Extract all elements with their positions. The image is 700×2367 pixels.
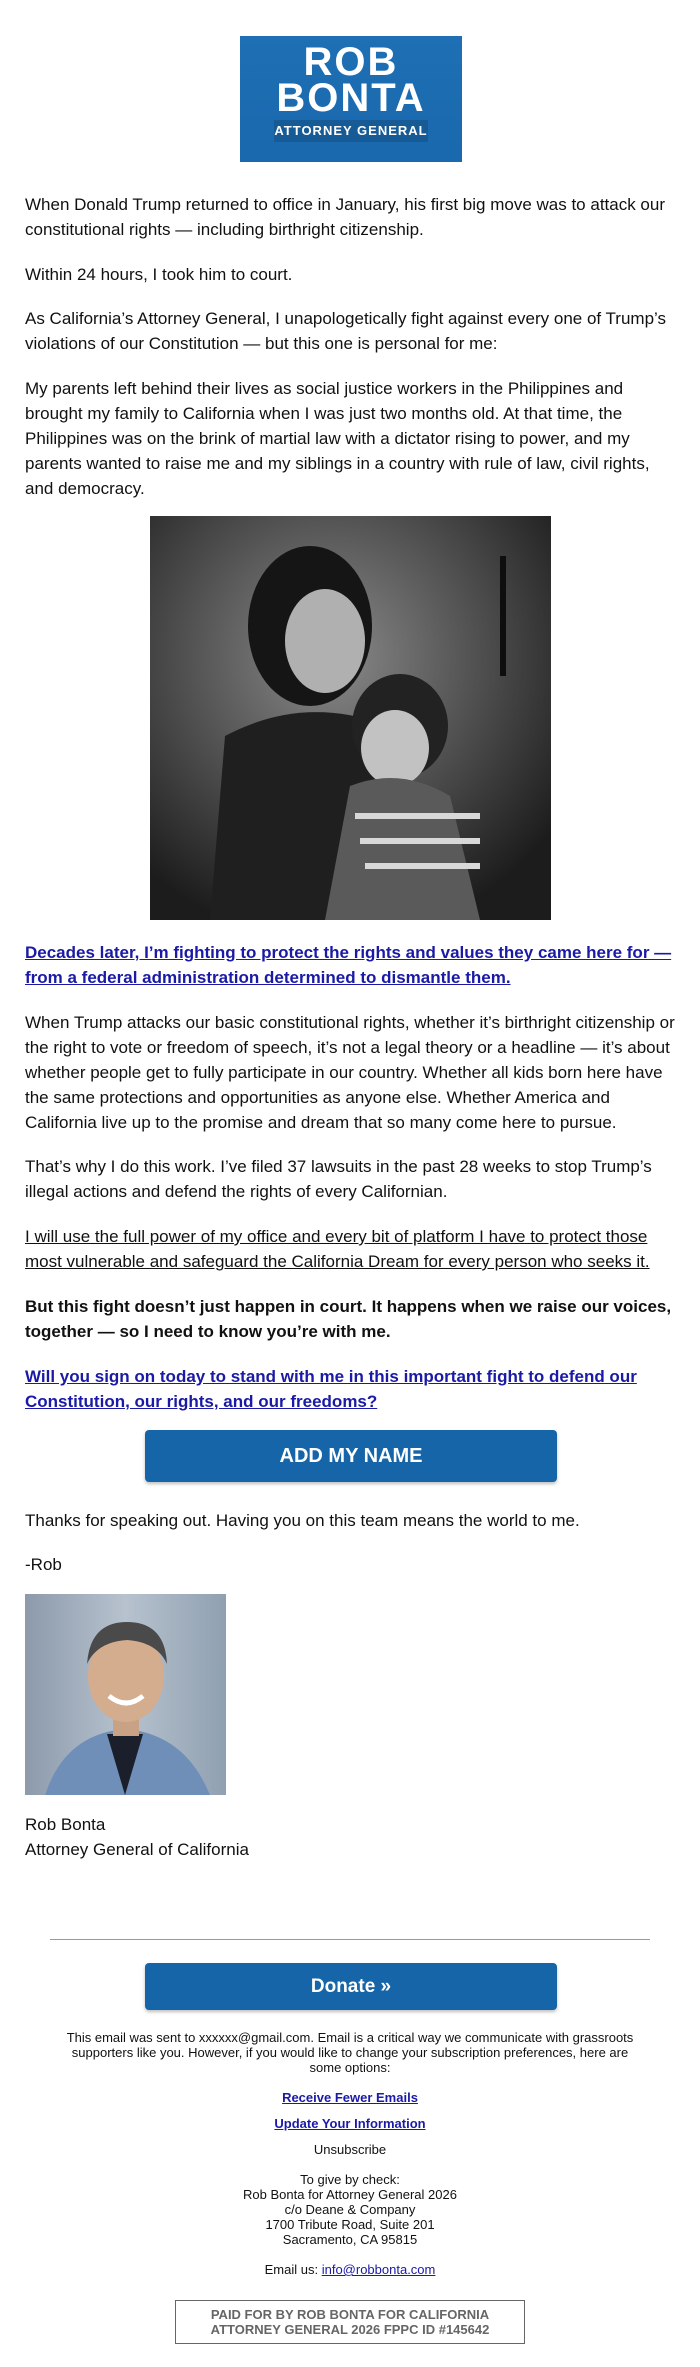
check-line-5: Sacramento, CA 95815 — [282, 2232, 418, 2247]
check-address — [60, 2172, 640, 2247]
paragraph-9: Thanks for speaking out. Having you on this team means the world to me. — [25, 1511, 580, 1530]
check-line-4: 1700 Tribute Road, Suite 201 — [265, 2217, 435, 2232]
divider — [50, 1939, 650, 1940]
portrait-photo — [25, 1594, 226, 1795]
signature: -Rob — [25, 1555, 62, 1574]
receive-fewer-emails-link[interactable]: Receive Fewer Emails — [282, 2090, 418, 2105]
paragraph-2: Within 24 hours, I took him to court. — [25, 265, 293, 284]
paid-for-box — [175, 2300, 525, 2344]
paid-line-1: PAID FOR BY ROB BONTA FOR CALIFORNIA — [210, 2307, 490, 2322]
signer-name: Rob Bonta — [25, 1815, 106, 1834]
paragraph-5: When Trump attacks our basic constitutional rights, whether it’s birthright citizenship or the right to vote or freedom of speech, it’s not a legal theory or a headline — it’s about whether people get to fully participate in our country. Whether all kids born here have the same protections and opportunities as anyone else. Whether America and California live up to the promise and dream that so many come here to pursue. — [25, 1013, 675, 1132]
paragraph-1: When Donald Trump returned to office in January, his first big move was to attack our constitutional rights — including birthright citizenship. — [25, 195, 666, 239]
highlight-link-2[interactable]: Will you sign on today to stand with me in this important fight to defend our Constitution, our rights, and our freedoms? — [25, 1367, 637, 1411]
footer-links — [60, 2090, 640, 2157]
email-us-label: Email us: — [264, 2262, 319, 2277]
check-line-2: Rob Bonta for Attorney General 2026 — [243, 2187, 457, 2202]
paragraph-8: But this fight doesn’t just happen in court. It happens when we raise our voices, together — so I need to know you’re with me. — [25, 1297, 672, 1341]
paragraph-6: That’s why I do this work. I’ve filed 37 lawsuits in the past 28 weeks to stop Trump’s illegal actions and defend the rights of every Californian. — [25, 1157, 652, 1201]
footer-notice: This email was sent to xxxxxx@gmail.com. Email is a critical way we communicate with grassroots supporters like you. However, if you would like to change your subscription preferences, here are some options: — [66, 2030, 634, 2075]
signer-title: Attorney General of California — [25, 1840, 249, 1859]
logo-line-1: ROB — [303, 40, 399, 84]
highlight-link-1[interactable]: Decades later, I’m fighting to protect the rights and values they came here for — from a federal administration determined to dismantle them. — [25, 943, 672, 987]
family-photo — [150, 516, 551, 920]
paragraph-4: My parents left behind their lives as social justice workers in the Philippines and brought my family to California when I was just two months old. At that time, the Philippines was on the brink of martial law with a dictator rising to power, and my parents wanted to raise me and my siblings in a country with rule of law, civil rights, and democracy. — [25, 379, 650, 498]
update-information-link[interactable]: Update Your Information — [274, 2116, 426, 2131]
email-link[interactable]: info@robbonta.com — [321, 2262, 436, 2277]
unsubscribe-link[interactable]: Unsubscribe — [313, 2142, 387, 2157]
email-us — [60, 2262, 640, 2277]
paid-line-2: ATTORNEY GENERAL 2026 FPPC ID #145642 — [210, 2322, 490, 2337]
logo-line-3: ATTORNEY GENERAL — [274, 123, 428, 138]
donate-button[interactable]: Donate » — [145, 1963, 557, 2010]
paragraph-3: As California’s Attorney General, I unapologetically fight against every one of Trump’s violations of our Constitution — but this one is personal for me: — [25, 309, 667, 353]
check-line-3: c/o Deane & Company — [284, 2202, 416, 2217]
add-my-name-button[interactable]: ADD MY NAME — [145, 1430, 557, 1482]
paragraph-7: I will use the full power of my office and every bit of platform I have to protect those most vulnerable and safeguard the California Dream for every person who seeks it. — [25, 1227, 650, 1271]
logo — [240, 36, 462, 162]
logo-line-2: BONTA — [276, 76, 426, 120]
check-line-1: To give by check: — [300, 2172, 400, 2187]
